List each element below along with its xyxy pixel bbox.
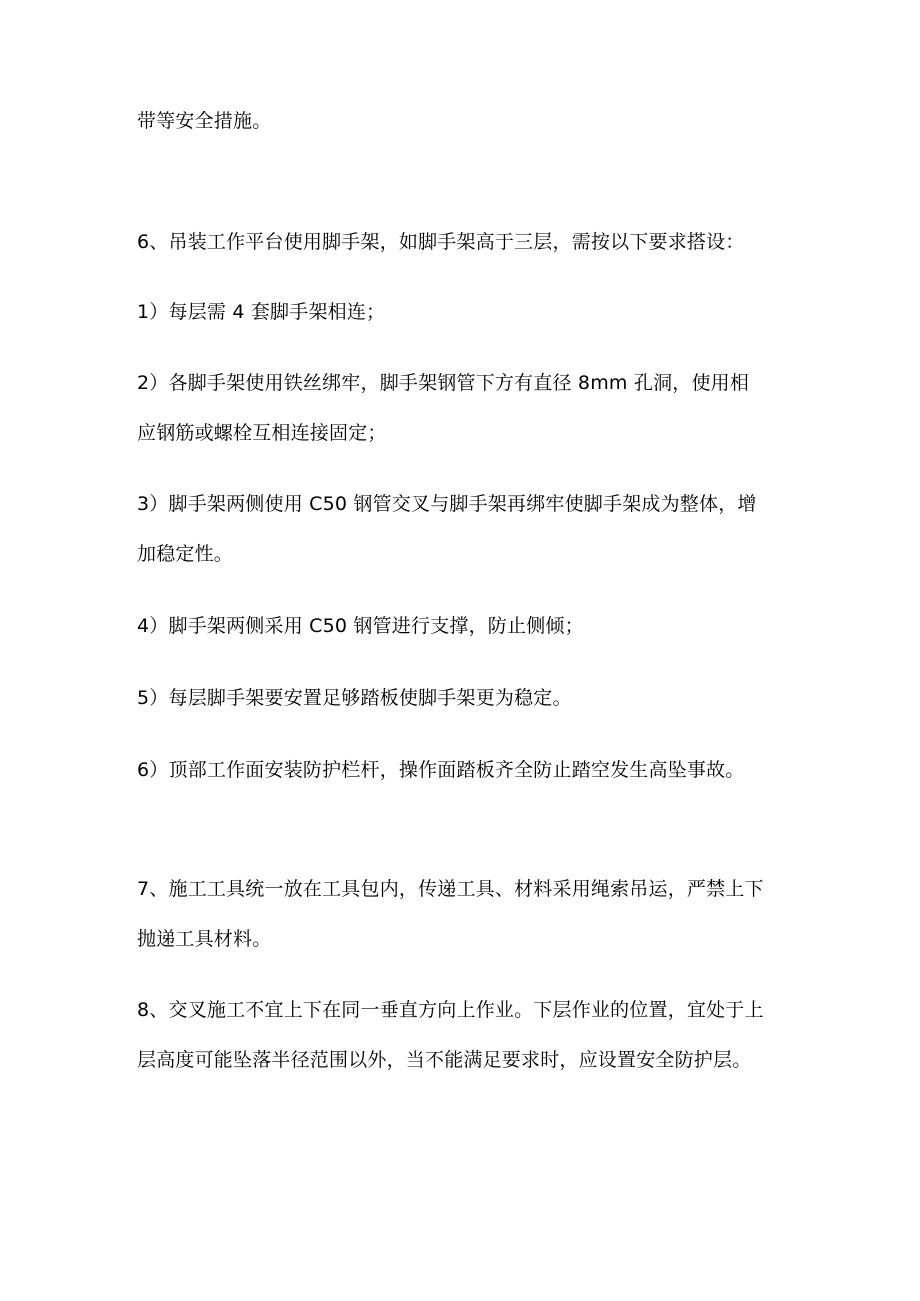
sub-item-5: 5）每层脚手架要安置足够踏板使脚手架更为稳定。 (137, 687, 572, 709)
item-6-heading: 6、吊装工作平台使用脚手架，如脚手架高于三层，需按以下要求搭设： (137, 231, 745, 253)
item-7-line-1: 7、施工工具统一放在工具包内，传递工具、材料采用绳索吊运，严禁上下 (137, 878, 764, 900)
sub-item-2-line-1: 2）各脚手架使用铁丝绑牢，脚手架钢管下方有直径 8mm 孔洞，使用相 (137, 372, 750, 394)
sub-item-6: 6）顶部工作面安装防护栏杆，操作面踏板齐全防止踏空发生高坠事故。 (137, 759, 745, 781)
sub-item-1: 1）每层需 4 套脚手架相连； (137, 301, 386, 323)
sub-item-2-line-2: 应钢筋或螺栓互相连接固定； (137, 422, 387, 444)
item-7-line-2: 抛递工具材料。 (137, 928, 272, 950)
sub-item-3-line-1: 3）脚手架两侧使用 C50 钢管交叉与脚手架再绑牢使脚手架成为整体，增 (137, 493, 757, 515)
sub-item-3-line-2: 加稳定性。 (137, 543, 234, 565)
item-8-line-1: 8、交叉施工不宜上下在同一垂直方向上作业。下层作业的位置，宜处于上 (137, 999, 764, 1021)
item-8-line-2: 层高度可能坠落半径范围以外，当不能满足要求时，应设置安全防护层。 (137, 1049, 752, 1071)
text-line-1: 带等安全措施。 (137, 110, 272, 132)
sub-item-4: 4）脚手架两侧采用 C50 钢管进行支撑，防止侧倾； (137, 615, 584, 637)
